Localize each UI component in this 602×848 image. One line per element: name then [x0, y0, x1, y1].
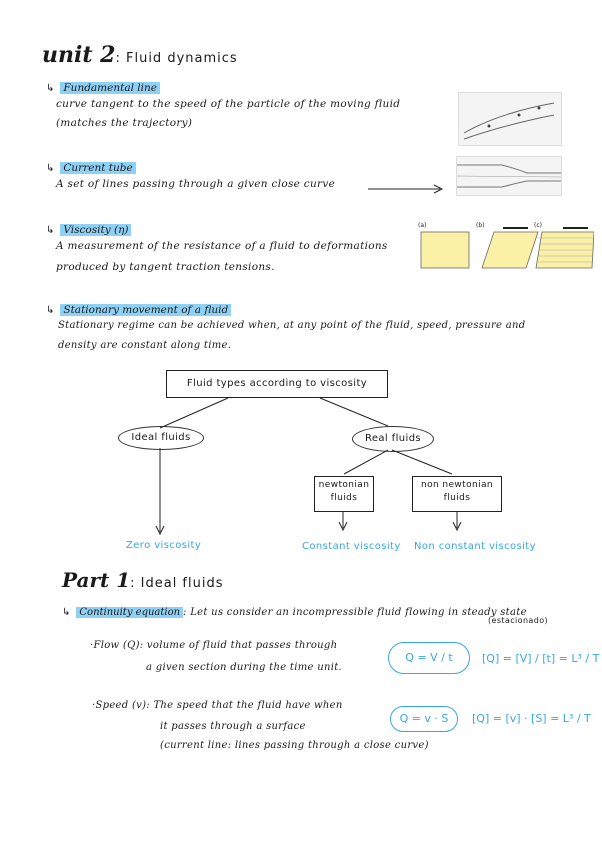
panel-label-c: (c): [534, 222, 542, 229]
part1-title: [62, 568, 224, 592]
viscosity-text-2: produced by tangent traction tensions.: [56, 261, 275, 273]
arrow-return-icon: ↳: [46, 83, 55, 94]
title-sub: : Fluid dynamics: [115, 51, 238, 66]
continuity-heading: Continuity equation: [76, 607, 183, 618]
part1-title-sub: : Ideal fluids: [130, 576, 224, 591]
part1-title-main: Part 1: [62, 568, 131, 592]
continuity-note: (estacionado): [488, 616, 549, 625]
arrow-return-icon: ↳: [62, 607, 71, 618]
panel-label-a: (a): [418, 222, 427, 229]
flow-text-2: a given section during the time unit.: [146, 662, 343, 673]
diagram-root-box: Fluid types according to viscosity: [166, 370, 388, 398]
heading-stationary: ↳ Stationary movement of a fluid: [46, 298, 231, 317]
continuity-text: : Let us consider an incompressible fluid flowing in steady state: [183, 607, 527, 618]
speed-text-1: ·Speed (v): The speed that the fluid have when: [92, 700, 343, 711]
real-fluids-cloud: Real fluids: [352, 426, 434, 452]
speed-dimension: [Q] = [v] · [S] = L³ / T: [472, 712, 591, 725]
constant-viscosity-label: Constant viscosity: [302, 541, 401, 552]
fundamental-line-text-2: (matches the trajectory): [56, 117, 193, 129]
speed-text-3: (current line: lines passing through a close curve): [160, 740, 429, 751]
title-main: unit 2: [42, 42, 116, 68]
fundamental-line-text-1: curve tangent to the speed of the particle of the moving fluid: [56, 98, 401, 110]
viscosity-text-1: A measurement of the resistance of a fluid to deformations: [56, 240, 388, 252]
heading-fundamental-line: ↳ Fundamental line: [46, 76, 160, 95]
stationary-text-2: density are constant along time.: [58, 340, 232, 351]
arrow-return-icon: ↳: [46, 305, 55, 316]
ideal-fluids-cloud: Ideal fluids: [118, 426, 204, 450]
arrow-return-icon: ↳: [46, 163, 55, 174]
panel-label-b: (b): [476, 222, 485, 229]
zero-viscosity-label: Zero viscosity: [126, 540, 202, 551]
arrow-return-icon: ↳: [46, 225, 55, 236]
flow-text-1: ·Flow (Q): volume of fluid that passes through: [90, 640, 338, 651]
stationary-text-1: Stationary regime can be achieved when, at any point of the fluid, speed, pressure and: [58, 320, 526, 331]
speed-formula-cloud: Q = v · S: [390, 706, 458, 732]
continuity-line: [62, 600, 527, 619]
heading-current-tube: ↳ Current tube: [46, 156, 136, 175]
newtonian-box: newtonian fluids: [314, 476, 374, 512]
non-constant-viscosity-label: Non constant viscosity: [414, 541, 536, 552]
speed-text-2: it passes through a surface: [160, 721, 306, 732]
non-newtonian-box: non newtonian fluids: [412, 476, 502, 512]
flow-dimension: [Q] = [V] / [t] = L³ / T: [482, 652, 600, 665]
flow-formula-cloud: Q = V / t: [388, 642, 470, 674]
current-tube-text: A set of lines passing through a given close curve: [56, 178, 336, 190]
heading-viscosity: ↳ Viscosity (η): [46, 218, 131, 237]
